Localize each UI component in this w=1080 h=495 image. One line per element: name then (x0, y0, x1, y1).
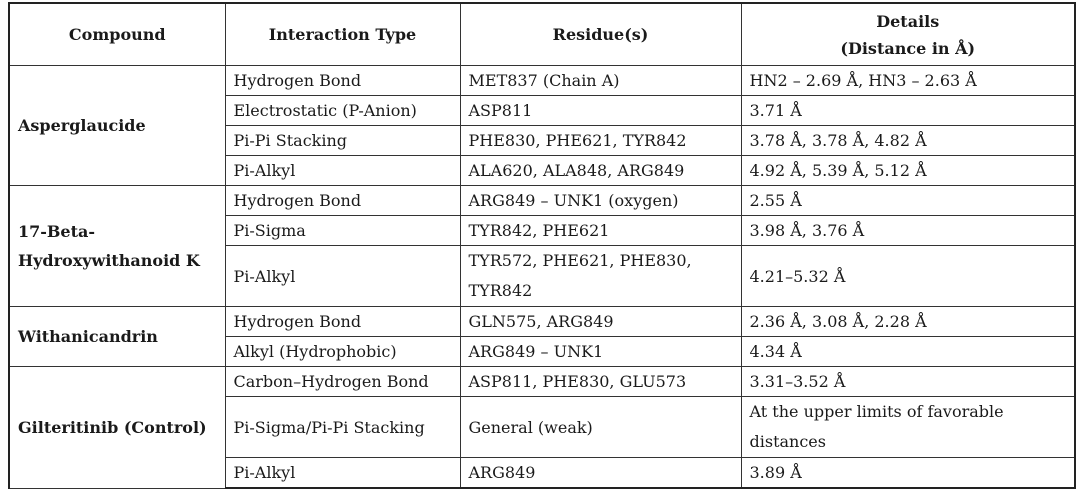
compound-cell: Gilteritinib (Control) (9, 367, 225, 489)
interaction-cell: Pi-Alkyl (225, 156, 460, 186)
residues-cell: TYR842, PHE621 (460, 216, 741, 246)
interaction-cell: Pi-Pi Stacking (225, 126, 460, 156)
residues-line2: TYR842 (468, 281, 533, 300)
compound-line2: Hydroxywithanoid K (18, 251, 200, 270)
interaction-cell: Hydrogen Bond (225, 186, 460, 216)
interaction-cell: Pi-Alkyl (225, 246, 460, 307)
details-cell (741, 397, 1075, 458)
details-cell: 4.92 Å, 5.39 Å, 5.12 Å (741, 156, 1075, 186)
residues-cell: MET837 (Chain A) (460, 66, 741, 96)
details-line2: distances (749, 432, 826, 451)
table-row (9, 186, 1075, 216)
compound-cell: Asperglaucide (9, 66, 225, 186)
details-cell: 3.71 Å (741, 96, 1075, 126)
header-details-line1: Details (876, 11, 940, 31)
residues-cell: ARG849 – UNK1 (oxygen) (460, 186, 741, 216)
header-residues: Residue(s) (460, 3, 741, 66)
residues-cell: GLN575, ARG849 (460, 307, 741, 337)
interaction-cell: Electrostatic (P-Anion) (225, 96, 460, 126)
residues-cell: General (weak) (460, 397, 741, 458)
details-cell: 3.89 Å (741, 458, 1075, 489)
residues-cell: ASP811 (460, 96, 741, 126)
residues-cell: ARG849 – UNK1 (460, 337, 741, 367)
interaction-cell: Carbon–Hydrogen Bond (225, 367, 460, 397)
interaction-cell: Pi-Sigma/Pi-Pi Stacking (225, 397, 460, 458)
residues-cell: ARG849 (460, 458, 741, 489)
interaction-table (8, 2, 1076, 489)
table-row (9, 307, 1075, 337)
details-cell: 3.78 Å, 3.78 Å, 4.82 Å (741, 126, 1075, 156)
details-cell: 3.31–3.52 Å (741, 367, 1075, 397)
compound-cell (9, 186, 225, 307)
details-cell: 2.36 Å, 3.08 Å, 2.28 Å (741, 307, 1075, 337)
residues-cell: PHE830, PHE621, TYR842 (460, 126, 741, 156)
details-cell: HN2 – 2.69 Å, HN3 – 2.63 Å (741, 66, 1075, 96)
interaction-cell: Pi-Sigma (225, 216, 460, 246)
header-row (9, 3, 1075, 66)
interaction-table-container (8, 2, 1074, 489)
details-line1: At the upper limits of favorable (749, 402, 1004, 421)
header-details-line2: (Distance in Å) (840, 38, 976, 58)
details-cell: 2.55 Å (741, 186, 1075, 216)
residues-cell: ALA620, ALA848, ARG849 (460, 156, 741, 186)
interaction-cell: Hydrogen Bond (225, 66, 460, 96)
header-compound: Compound (9, 3, 225, 66)
interaction-cell: Pi-Alkyl (225, 458, 460, 489)
header-details (741, 3, 1075, 66)
header-interaction-type: Interaction Type (225, 3, 460, 66)
details-cell: 4.34 Å (741, 337, 1075, 367)
interaction-cell: Alkyl (Hydrophobic) (225, 337, 460, 367)
details-cell: 4.21–5.32 Å (741, 246, 1075, 307)
details-cell: 3.98 Å, 3.76 Å (741, 216, 1075, 246)
residues-cell: ASP811, PHE830, GLU573 (460, 367, 741, 397)
residues-line1: TYR572, PHE621, PHE830, (468, 251, 692, 270)
compound-line1: 17-Beta- (18, 222, 96, 241)
table-row (9, 367, 1075, 397)
table-row (9, 66, 1075, 96)
residues-cell (460, 246, 741, 307)
compound-cell: Withanicandrin (9, 307, 225, 367)
interaction-cell: Hydrogen Bond (225, 307, 460, 337)
